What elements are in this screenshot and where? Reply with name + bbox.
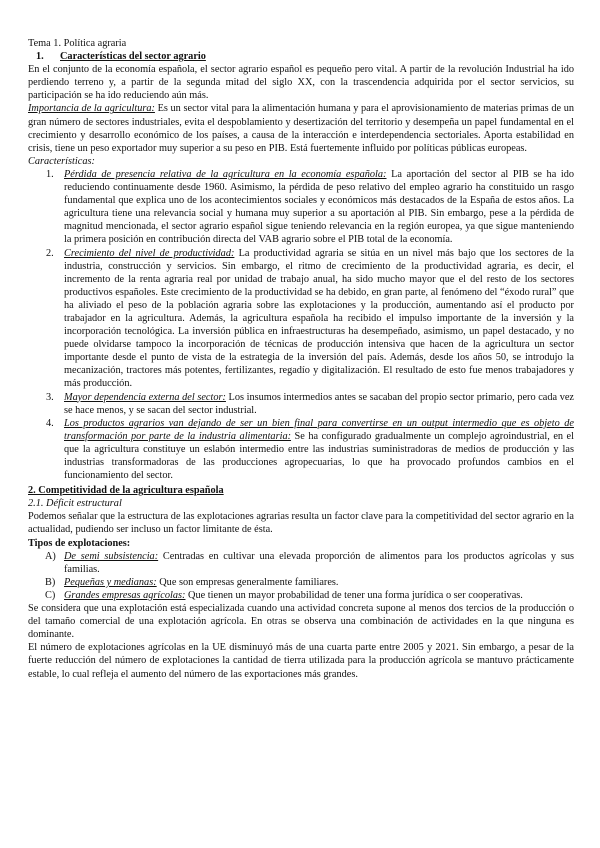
farm-type-title: Grandes empresas agrícolas:: [64, 589, 186, 601]
farm-type-text: Que tienen un mayor probabilidad de tener una forma jurídica o ser cooperativas.: [185, 589, 523, 601]
section-2-1-heading: 2.1. Déficit estructural: [28, 498, 122, 510]
importance-paragraph: [28, 102, 574, 154]
intro-paragraph: En el conjunto de la economía española, el sector agrario español es pequeño pero vital. A partir de la revolución Industrial ha ido perdiendo terreno y, a partir de la segunda mitad del siglo XX, con la trascendencia adquirida por el sector servicios, su participación se ha ido reduciendo aún más.: [28, 64, 574, 102]
characteristic-item: [28, 391, 574, 417]
list-marker: 3.: [46, 391, 54, 403]
characteristics-list: [28, 168, 574, 482]
farm-type-item: [28, 589, 574, 602]
farm-type-text: Que son empresas generalmente familiares.: [156, 576, 339, 588]
characteristic-text: La productividad agraria se sitúa en un nivel más bajo que los sectores de la industria, construcción y servicios. Sin embargo, el ritmo de crecimiento de la productividad agraria, es decir, el incremento de la renta agraria real por unidad de trabajo anual, ha sido mucho mayor que el del resto de los sectores productivos españoles. Este crecimiento de la productividad se ha debido, en gran parte, al fenómeno del “éxodo rural” que ha aliviado el peso de la población agraria sobre las explotaciones y la producción, aumentando así el producto por trabajador en la agricultura. Además, la agricultura española ha recibido el impulso importante de la inversión y la incorporación tecnológica. La inversión pública en infraestructuras ha desempeñado, asimismo, un papel destacado, y no puede olvidarse tampoco la incorporación de técnicas de producción intensiva que hacen de la agricultura un sector importante desde el punto de vista de la estrategia de la inversión del país. Además, desde los años 50, se introdujo la mecanización, tractores más potentes, fertilizantes, regadío y digitalización. El resultado de esto fue menos trabajadores y más producción.: [64, 247, 574, 390]
characteristic-item: [28, 417, 574, 482]
farm-types-label: Tipos de explotaciones:: [28, 537, 131, 549]
list-marker: A): [45, 550, 56, 562]
farm-type-item: [28, 550, 574, 576]
characteristic-title: Pérdida de presencia relativa de la agricultura en la economía española:: [64, 168, 387, 180]
section-2-heading: 2. Competitividad de la agricultura española: [28, 485, 224, 497]
characteristic-title: Mayor dependencia externa del sector:: [64, 391, 226, 403]
importance-label: Importancia de la agricultura:: [28, 103, 155, 115]
characteristic-text: Se ha configurado gradualmente un complejo agroindustrial, en el que la agricultura constituye un eslabón intermedio entre las industrias suministradoras de medios de producción y las industrias transformadoras de las producciones agropecuarias, lo que ha provocado profundos cambios en el funcionamiento del sector.: [64, 430, 574, 482]
characteristic-title: Los productos agrarios van dejando de ser un bien final para convertirse en un output intermedio que es objeto de transformación por parte de la industria alimentaria:: [64, 417, 574, 442]
farm-type-item: [28, 576, 574, 589]
importance-text: Es un sector vital para la alimentación humana y para el aprovisionamiento de materias primas de un gran número de sectores industriales, evita el despoblamiento y desertización del territorio y desempeña un papel fundamental en el crecimiento y desarrollo económico de los países, a causa de la interacción e interdependencia sectoriales. Aporta estabilidad en crisis, tiene un peso exportador muy superior a su peso en PIB. Está fuertemente influido por políticas públicas europeas.: [28, 103, 574, 154]
eu-farms-paragraph: El número de explotaciones agrícolas en la UE disminuyó más de una cuarta parte entre 2005 y 2021. Sin embargo, a pesar de la fuerte reducción del número de explotaciones la cantidad de tierra utilizada para la producción agrícola se mantuvo prácticamente estable, lo cual refleja el aumento del número de las exportaciones más grandes.: [28, 642, 574, 680]
characteristic-text: Los insumos intermedios antes se sacaban del propio sector primario, pero cada vez se hace menos, y se sacan del sector industrial.: [64, 391, 574, 416]
tema-title: Tema 1. Política agraria: [28, 38, 127, 49]
farm-type-title: De semi subsistencia:: [64, 550, 159, 562]
farm-type-title: Pequeñas y medianas:: [64, 576, 157, 588]
specialized-farm-paragraph: Se considera que una explotación está especializada cuando una actividad concreta supone al menos dos tercios de la producción o del tamaño comercial de una explotación agrícola. En otras se observa una combinación de actividades en la que ninguna es dominante.: [28, 603, 574, 641]
list-marker: 2.: [46, 247, 54, 259]
list-marker: C): [45, 589, 56, 601]
list-marker: B): [45, 576, 56, 588]
section-1-heading: [28, 50, 574, 63]
characteristic-title: Crecimiento del nivel de productividad:: [64, 247, 235, 259]
list-marker: 4.: [46, 417, 54, 429]
section-1-title: Características del sector agrario: [60, 51, 206, 63]
farm-types-list: [28, 550, 574, 602]
characteristic-item: [28, 168, 574, 247]
farm-type-text: Centradas en cultivar una elevada proporción de alimentos para los productos agrícolas y sus familias.: [64, 550, 574, 575]
characteristics-label: Características:: [28, 155, 95, 167]
list-marker: 1.: [46, 168, 54, 180]
characteristic-item: [28, 247, 574, 391]
characteristic-text: La aportación del sector al PIB se ha ido reduciendo continuamente desde 1960. Asimismo, la pérdida de peso relativo del empleo agrario ha constituido un rasgo fundamental que explica uno de los acontecimientos sociales y económicos más destacados de la España de estos años. La agricultura tiene una relevancia social y humana muy superior a su aportación al PIB. Sin embargo, pese a la pérdida de magnitud mencionada, el sector agrario español sigue teniendo relevancia en la región europea, ya que sigue manteniendo la primera posición en contribución directa del VAB agrario sobre el PIB total de la economía.: [64, 168, 574, 246]
section-1-number: 1.: [36, 51, 44, 63]
structural-deficit-paragraph: Podemos señalar que la estructura de las explotaciones agrarias resulta un factor clave para la competitividad del sector agrario en la actualidad, pudiendo ser incluso un factor limitante de ésta.: [28, 511, 574, 536]
